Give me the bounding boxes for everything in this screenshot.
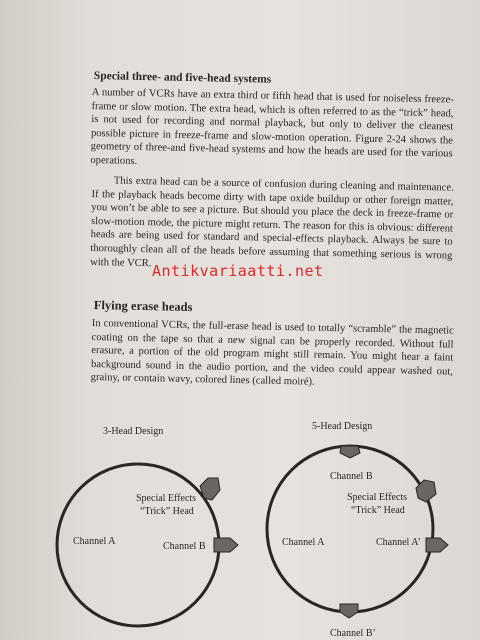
three-head-title: 3-Head Design bbox=[103, 426, 164, 437]
section-heading-head-systems: Special three- and five-head systems bbox=[93, 70, 272, 86]
five-head-trick-label: “Trick” Head bbox=[351, 505, 405, 516]
three-head-trick-label: “Trick” Head bbox=[140, 506, 194, 517]
three-head-channel-a-label: Channel A bbox=[73, 536, 116, 547]
five-head-channel-a-prime-label: Channel A’ bbox=[376, 537, 421, 548]
five-head-channel-a-label: Channel A bbox=[282, 537, 325, 548]
channel-b-prime-head-marker bbox=[340, 604, 358, 618]
paragraph-head-systems: A number of VCRs have an extra third or fifth head that is used for noiseless freeze-frame or slow motion. The extra head, which is often referred to as the “trick” head, is not used for recording and normal playback, but only to deliver the cleanest possible picture in freeze-frame and slow-motion operation. Figure 2-24 shows the geometry of three-and five-head systems and how the heads are used for the various operations. bbox=[90, 86, 454, 167]
watermark: Antikvariaatti.net bbox=[152, 262, 324, 280]
channel-a-prime-head-marker bbox=[426, 538, 448, 552]
five-head-diagram bbox=[267, 421, 448, 639]
five-head-channel-b-prime-label: Channel B’ bbox=[330, 628, 376, 639]
paragraph-extra-head: This extra head can be a source of confusion during cleaning and maintenance. If the playback heads become dirty with tape oxide buildup or other foreign matter, you won’t be able to see a picture. But should you place the deck in freeze-frame or slow-motion mode, the picture might return. The reason for this is obvious: different heads are being used for standard and special-effects playback. Always be sure to thoroughly clean all of the heads before assuming that something serious is wrong with the VCR. bbox=[90, 175, 454, 269]
five-head-channel-b-label: Channel B bbox=[330, 471, 373, 482]
five-head-title: 5-Head Design bbox=[312, 421, 373, 432]
three-head-diagram bbox=[57, 426, 238, 626]
paragraph-flying-erase: In conventional VCRs, the full-erase head is used to totally “scramble” the magnetic coating on the tape so that a new signal can be properly recorded. Without full erasure, a portion of the old program might still remain. You might hear a faint background sound in the audio portion, and the video could appear washed out, grainy, or contain wavy, colored lines (called moiré). bbox=[90, 317, 454, 389]
section-heading-flying-erase: Flying erase heads bbox=[93, 298, 193, 315]
channel-b-top-head-marker bbox=[340, 446, 360, 458]
three-head-channel-b-label: Channel B bbox=[163, 541, 206, 552]
channel-b-head-marker bbox=[214, 538, 238, 552]
five-head-special-effects-label: Special Effects bbox=[347, 492, 408, 503]
three-head-special-effects-label: Special Effects bbox=[136, 493, 197, 504]
